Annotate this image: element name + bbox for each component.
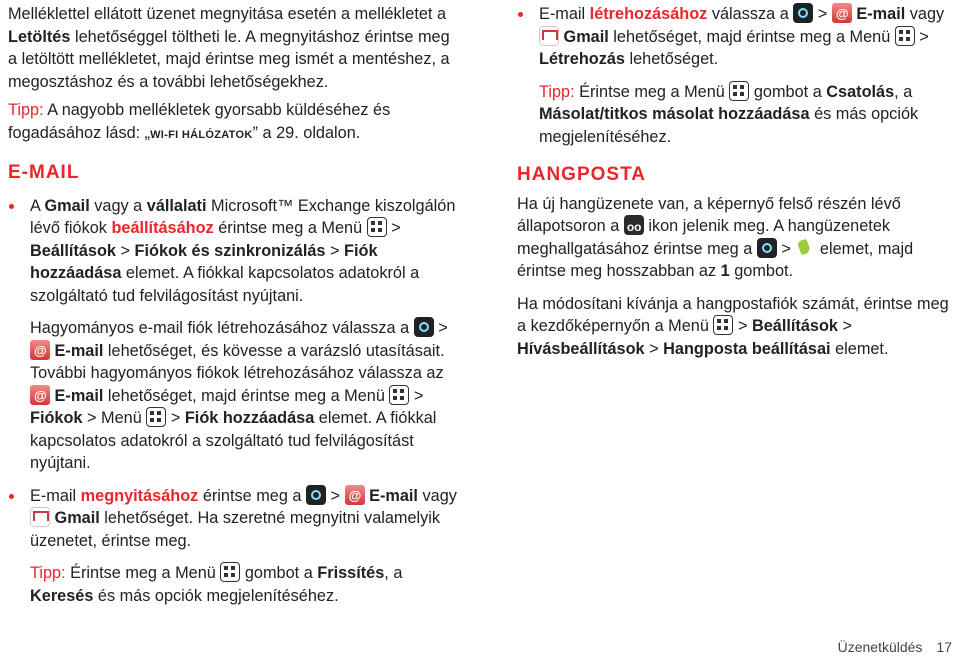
menu-icon — [729, 81, 749, 101]
apps-icon — [306, 485, 326, 505]
attachment-paragraph: Melléklettel ellátott üzenet megnyitása esetén a mellékletet a Letöltés lehetőséggel töltheti le. A megnyitáshoz érintse meg a letöltött mellékletet, majd érintse meg ismét a mentéshez, a megosztáshoz és a további lehetőségekhez. — [8, 5, 450, 91]
email-bullet-open: E-mail megnyitásához érintse meg a > @ E-mail vagy Gmail lehetőséget. Ha szeretné megnyitni valamelyik üzenetet, érintse meg. — [8, 485, 463, 553]
email-bullet-setup: A Gmail vagy a vállalati Microsoft™ Exchange kiszolgálón lévő fiókok beállításához érintse meg a Menü > Beállítások > Fiókok és szinkronizálás > Fiók hozzáadása elemet. A fiókkal kapcsolatos adatokról a szolgáltató tud felvilágosítást nyújtani. — [8, 195, 463, 308]
tip-attach: Tipp: Érintse meg a Menü gombot a Csatolás, a Másolat/titkos másolat hozzáadása és más opciók megjelenítéséhez. — [539, 82, 919, 146]
menu-icon — [146, 407, 166, 427]
voicemail-paragraph: Ha új hangüzenete van, a képernyő felső részén lévő állapotsoron a oo ikon jelenik meg. A hangüzenetek meghallgatásához érintse meg a > elemet, majd érintse meg hosszabban az 1 gombot. — [517, 193, 952, 283]
email-icon — [345, 485, 365, 505]
menu-icon — [713, 315, 733, 335]
left-column — [8, 0, 463, 607]
menu-icon — [367, 217, 387, 237]
voicemail-icon — [624, 215, 644, 235]
email-icon — [30, 340, 50, 360]
page-footer — [824, 639, 952, 655]
tip-refresh: Tipp: Érintse meg a Menü gombot a Frissítés, a Keresés és más opciók megjelenítéséhez. — [30, 564, 403, 605]
phone-icon — [795, 238, 815, 258]
menu-icon — [389, 385, 409, 405]
email-traditional-paragraph: Hagyományos e-mail fiók létrehozásához válassza a > @ E-mail lehetőséget, és kövesse a varázsló utasításait. További hagyományos fiókok létrehozásához válassza az @ E-mail lehetőséget, majd érintse meg a Menü > Fiókok > Menü > Fiók hozzáadása elemet. A fiókkal kapcsolatos adatokról a szolgáltató tud felvilágosítást nyújtani. — [8, 317, 463, 475]
tip-wifi: Tipp: A nagyobb mellékletek gyorsabb küldéséhez és fogadásához lásd: „WI-FI HÁLÓZATOK” a 29. oldalon. — [8, 101, 391, 142]
voicemail-settings-paragraph: Ha módosítani kívánja a hangpostafiók számát, érintse meg a kezdőképernyőn a Menü > Beállítások > Hívásbeállítások > Hangposta beállításai elemet. — [517, 294, 949, 358]
apps-icon — [793, 3, 813, 23]
email-icon — [832, 3, 852, 23]
apps-icon — [414, 317, 434, 337]
right-column — [517, 0, 952, 360]
gmail-icon — [539, 26, 559, 46]
email-heading: E-MAIL — [8, 162, 80, 183]
footer-section: Üzenetküldés — [837, 639, 923, 655]
gmail-icon — [30, 507, 50, 527]
menu-icon — [220, 562, 240, 582]
page-number: 17 — [936, 639, 952, 655]
apps-icon — [757, 238, 777, 258]
menu-icon — [895, 26, 915, 46]
voicemail-heading: HANGPOSTA — [517, 164, 646, 185]
email-icon — [30, 385, 50, 405]
email-bullet-create: E-mail létrehozásához válassza a > @ E-mail vagy Gmail lehetőséget, majd érintse meg a Menü > Létrehozás lehetőséget. — [517, 3, 952, 71]
